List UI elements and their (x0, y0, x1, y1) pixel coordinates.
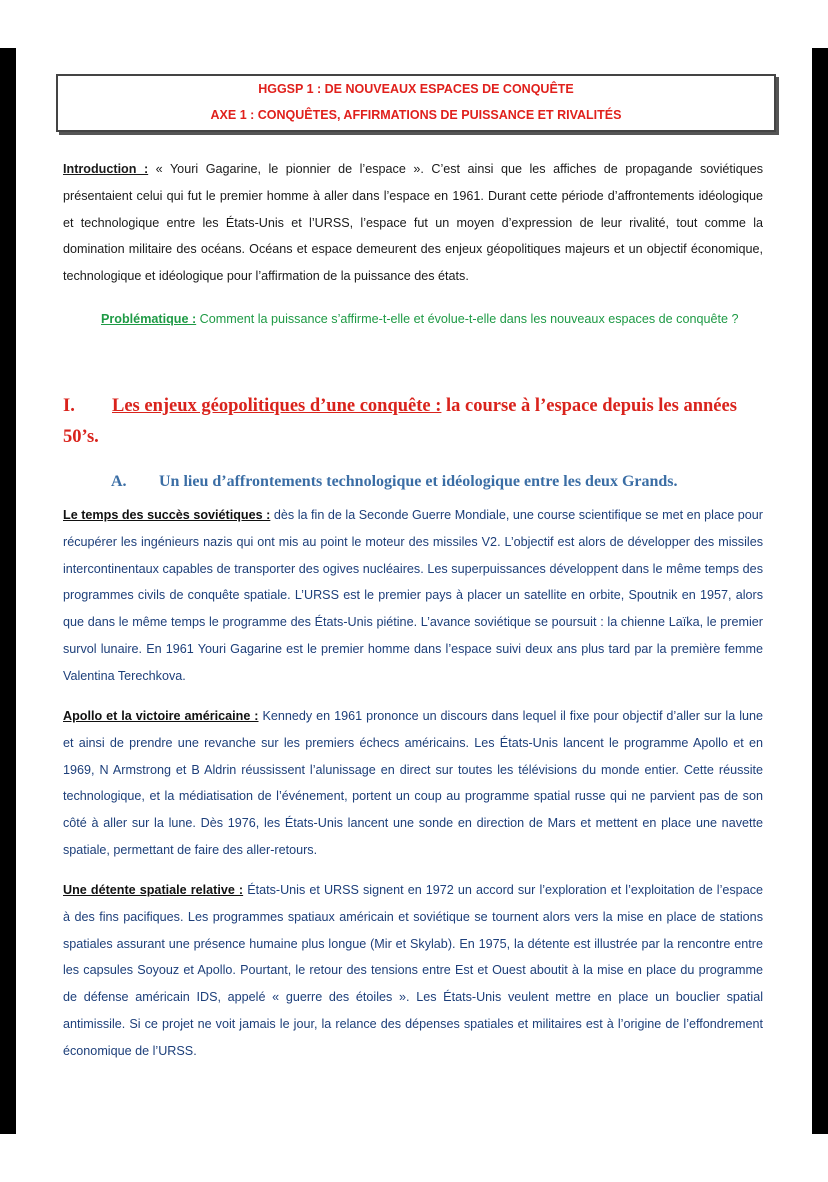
axis-title: AXE 1 : CONQUÊTES, AFFIRMATIONS DE PUISSANCE ET RIVALITÉS (210, 108, 622, 122)
introduction-text: « Youri Gagarine, le pionnier de l’espace ». C’est ainsi que les affiches de propagande soviétiques présentaient celui qui fut le premier homme à aller dans l’espace en 1961. Durant cette période d’affrontements idéologique et technologique entre les États-Unis et l’URSS, l’espace fut un moyen d’expression de leur rivalité, tout comme la domination militaire des océans. Océans et espace demeurent des enjeux géopolitiques majeurs et un objectif économique, technologique et idéologique pour l’affirmation de la puissance des états. (63, 162, 764, 284)
paragraph-label: Une détente spatiale relative : (63, 883, 244, 897)
title-box (56, 74, 776, 132)
body-paragraph (63, 703, 763, 864)
document-page (16, 48, 812, 1134)
problematique-label: Problématique : (101, 312, 197, 326)
paragraph-label: Apollo et la victoire américaine : (63, 709, 259, 723)
introduction-paragraph (63, 156, 763, 290)
paragraph-label: Le temps des succès soviétiques : (63, 508, 271, 522)
section-heading (63, 391, 763, 453)
paragraph-text: États-Unis et URSS signent en 1972 un accord sur l’exploration et l’exploitation de l’espace à des fins pacifiques. Les programmes spatiaux américain et soviétique se tournent alors vers la mise en place de stations spatiales assurant une présence humaine plus longue (Mir et Skylab). En 1975, la détente est illustrée par la rencontre entre les capsules Soyouz et Apollo. Pourtant, le retour des tensions entre Est et Ouest aboutit à la mise en place du programme de défense américain IDS, appelé « guerre des étoiles ». Les États-Unis veulent mettre en place un bouclier spatial antimissile. Si ce projet ne voit jamais le jour, la relance des dépenses spatiales et militaires est à l’origine de l’effondrement économique de l’URSS. (63, 883, 763, 1058)
scan-top-margin (0, 0, 828, 48)
body-paragraph (63, 877, 763, 1065)
subsection-title: Un lieu d’affrontements technologique et idéologique entre les deux Grands. (159, 473, 678, 490)
paragraph-text: Kennedy en 1961 prononce un discours dans lequel il fixe pour objectif d’aller sur la lune et ainsi de prendre une revanche sur les premiers échecs américains. Les États-Unis lancent le programme Apollo et en 1969, N Armstrong et B Aldrin réussissent l’alunissage en direct sur toutes les télévisions du monde entier. Cette réussite technologique, et la médiatisation de l’événement, portent un coup au programme spatial russe qui ne parvient pas de son côté à aller sur la lune. Dès 1976, les États-Unis lancent une sonde en direction de Mars et mettent en place une navette spatiale, permettant de faire des aller-retours. (63, 709, 764, 857)
section-title-rest: la course à l’espace depuis les années 50’s. (63, 396, 737, 447)
section-number: I. (63, 396, 75, 416)
paragraph-text: dès la fin de la Seconde Guerre Mondiale, une course scientifique se met en place pour récupérer les ingénieurs nazis qui ont mis au point le moteur des missiles V2. L’objectif est alors de développer des missiles intercontinentaux capables de transporter des ogives nucléaires. Les superpuissances développent dans le même temps des programmes civils de conquête spatiale. L’URSS est le premier pays à placer un satellite en orbite, Spoutnik en 1957, alors que dans le même temps le programme des États-Unis piétine. L’avance soviétique se poursuit : la chienne Laïka, le premier survol lunaire. En 1961 Youri Gagarine est le premier homme dans l’espace suivi deux ans plus tard par la première femme Valentina Terechkova. (63, 508, 763, 683)
scan-right-edge (812, 48, 828, 1134)
introduction-label: Introduction : (63, 162, 149, 176)
problematique-text: Comment la puissance s’affirme-t-elle et évolue-t-elle dans les nouveaux espaces de conquête ? (196, 312, 739, 326)
scan-left-edge (0, 48, 16, 1134)
section-title-underlined: Les enjeux géopolitiques d’une conquête : (112, 396, 442, 416)
course-title: HGGSP 1 : DE NOUVEAUX ESPACES DE CONQUÊTE (258, 82, 574, 96)
problematique-paragraph (63, 306, 763, 333)
subsection-number: A. (111, 473, 127, 490)
subsection-heading (111, 473, 678, 491)
body-paragraph (63, 502, 763, 690)
